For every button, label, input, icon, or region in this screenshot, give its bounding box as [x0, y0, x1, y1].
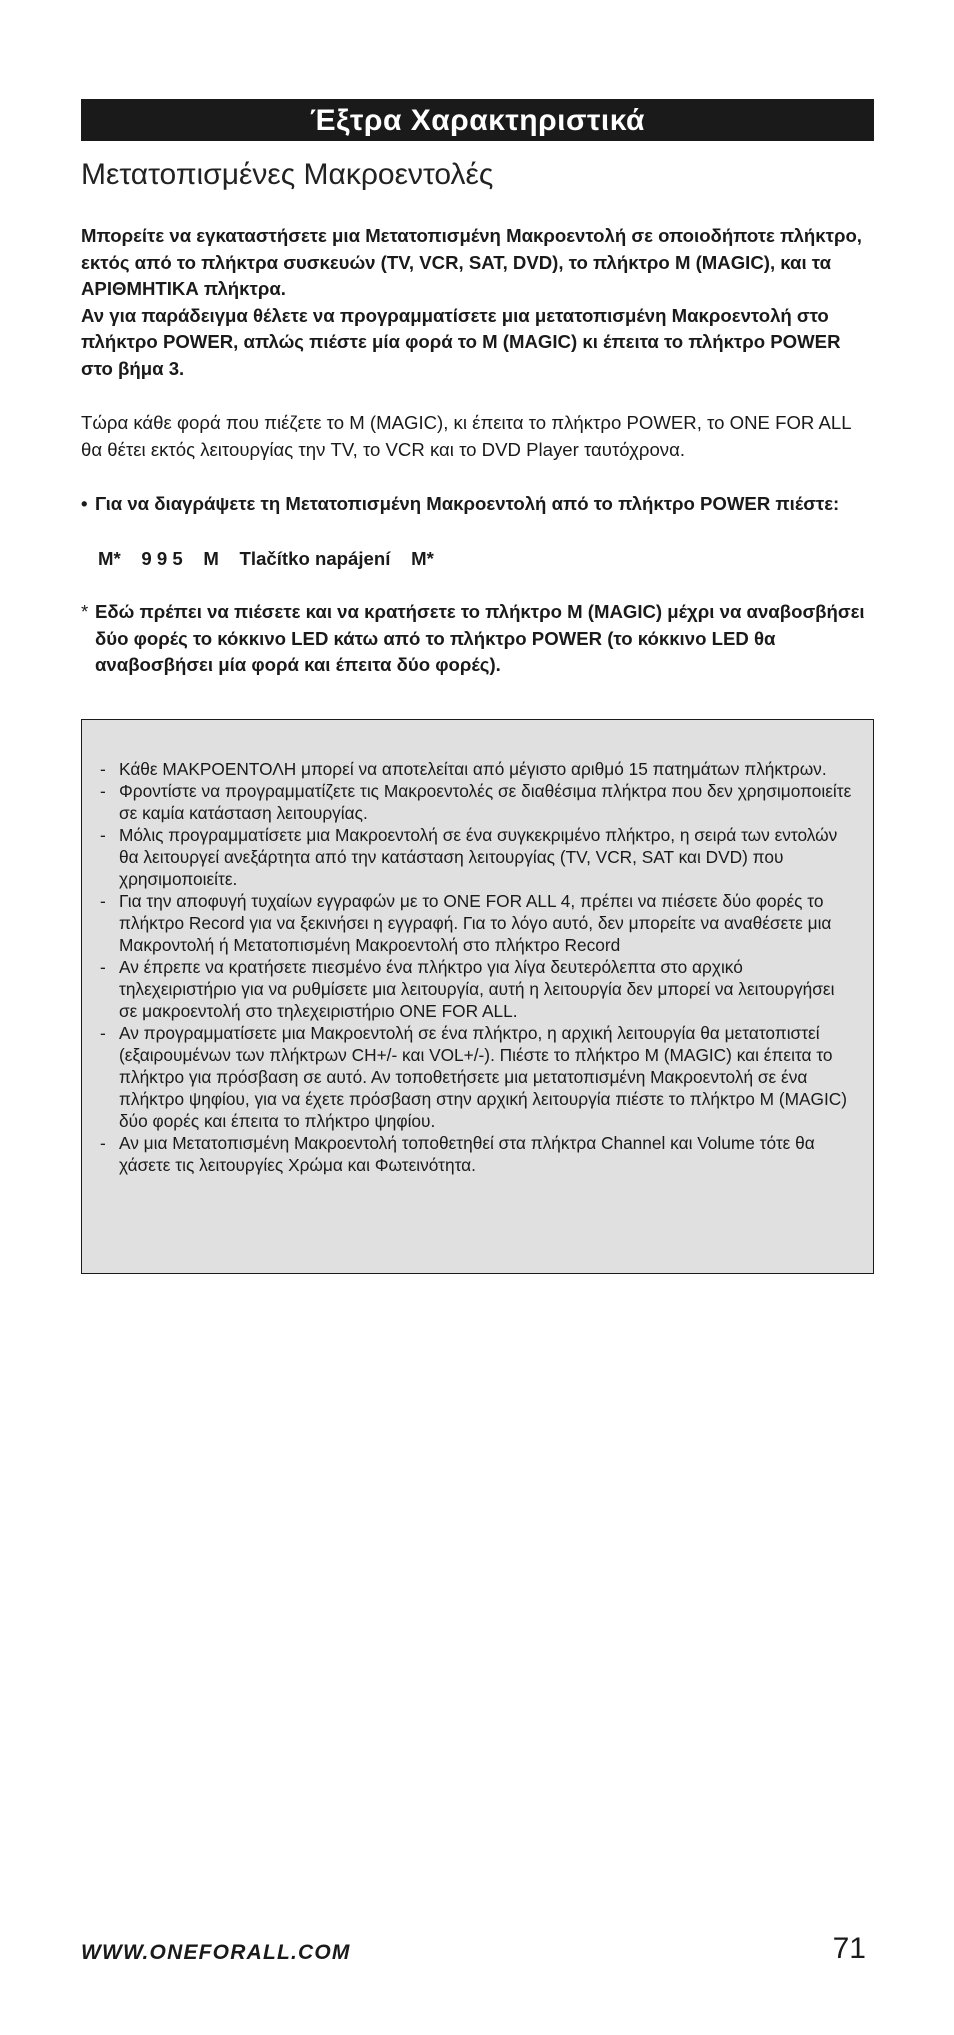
chapter-title: Έξτρα Χαρακτηριστικά [310, 104, 645, 137]
delete-instruction-text: Για να διαγράψετε τη Μετατοπισμένη Μακροεντολή από το πλήκτρο POWER πιέστε: [95, 493, 840, 514]
intro-block [81, 223, 874, 382]
dash-mark: - [100, 758, 106, 779]
dash-mark: - [100, 1132, 106, 1153]
note-text: Για την αποφυγή τυχαίων εγγραφών με το ONE FOR ALL 4, πρέπει να πιέσετε δύο φορές το πλήκτρο Record για να ξεκινήσει η εγγραφή. Για το λόγο αυτό, δεν μπορείτε να αναθέσετε μια Μακροντολή ή Μετατοπισμένη Μακροεντολή στο πλήκτρο Record [119, 890, 832, 955]
footnote-text: Εδώ πρέπει να πιέσετε και να κρατήσετε το πλήκτρο M (MAGIC) μέχρι να αναβοσβήσει δύο φορές το κόκκινο LED κάτω από το πλήκτρο POWER (το κόκκινο LED θα αναβοσβήσει μία φορά και έπειτα δύο φορές). [95, 601, 865, 675]
note-item [100, 1132, 855, 1176]
description-paragraph: Τώρα κάθε φορά που πιέζετε το M (MAGIC), κι έπειτα το πλήκτρο POWER, το ONE FOR ALL θα θέτει εκτός λειτουργίας την TV, το VCR και το DVD Player ταυτόχρονα. [81, 412, 851, 460]
chapter-header [81, 99, 874, 141]
dash-mark: - [100, 824, 106, 845]
notes-box [81, 719, 874, 1274]
key-sequence: M* 9 9 5 M Tlačítko napájení M* [98, 547, 434, 569]
bullet-mark: • [81, 493, 88, 514]
delete-instruction [81, 491, 874, 518]
note-text: Κάθε ΜΑΚΡΟΕΝΤΟΛΗ μπορεί να αποτελείται από μέγιστο αριθμό 15 πατημάτων πλήκτρων. [119, 758, 827, 779]
note-text: Φροντίστε να προγραμματίζετε τις Μακροεντολές σε διαθέσιμα πλήκτρα που δεν χρησιμοποιείτε σε καμία κατάσταση λειτουργίας. [119, 780, 852, 823]
note-item [100, 956, 855, 1022]
dash-mark: - [100, 780, 106, 801]
footnote [81, 599, 874, 679]
note-item [100, 780, 855, 824]
note-item [100, 758, 855, 780]
note-item [100, 824, 855, 890]
footnote-star: * [81, 601, 89, 622]
dash-mark: - [100, 956, 106, 977]
footer-url: WWW.ONEFORALL.COM [81, 1941, 351, 1964]
note-item [100, 890, 855, 956]
intro-paragraph-1: Μπορείτε να εγκαταστήσετε μια Μετατοπισμένη Μακροεντολή σε οποιοδήποτε πλήκτρο, εκτός από το πλήκτρα συσκευών (TV, VCR, SAT, DVD), το πλήκτρο M (MAGIC), και τα ΑΡΙΘΜΗΤΙΚΑ πλήκτρα. [81, 225, 862, 299]
section-title: Μετατοπισμένες Μακροεντολές [81, 158, 494, 191]
intro-paragraph-2: Αν για παράδειγμα θέλετε να προγραμματίσετε μια μετατοπισμένη Μακροεντολή στο πλήκτρο POWER, απλώς πιέστε μία φορά το M (MAGIC) κι έπειτα το πλήκτρο POWER στο βήμα 3. [81, 304, 841, 379]
page-number: 71 [832, 1932, 866, 1965]
note-text: Αν έπρεπε να κρατήσετε πιεσμένο ένα πλήκτρο για λίγα δευτερόλεπτα στο αρχικό τηλεχειριστήριο για να ρυθμίσετε μια λειτουργία, αυτή η λειτουργία δεν μπορεί να λειτουργήσει σε μακροεντολή στο τηλεχειριστήριο ONE FOR ALL. [119, 956, 835, 1021]
page-content [81, 99, 874, 1274]
note-item [100, 1022, 855, 1132]
note-text: Μόλις προγραμματίσετε μια Μακροεντολή σε ένα συγκεκριμένο πλήκτρο, η σειρά των εντολών θα λειτουργεί ανεξάρτητα από την κατάσταση λειτουργίας (TV, VCR, SAT και DVD) που χρησιμοποιείτε. [119, 824, 838, 889]
note-text: Αν μια Μετατοπισμένη Μακροεντολή τοποθετηθεί στα πλήκτρα Channel και Volume τότε θα χάσετε τις λειτουργίες Χρώμα και Φωτεινότητα. [119, 1132, 815, 1175]
note-text: Αν προγραμματίσετε μια Μακροεντολή σε ένα πλήκτρο, η αρχική λειτουργία θα μετατοπιστεί (εξαιρουμένων των πλήκτρων CH+/- και VOL+/-). Πιέστε το πλήκτρο M (MAGIC) και έπειτα το πλήκτρο για πρόσβαση σε αυτό. Αν τοποθετήσετε μια μετατοπισμένη Μακροεντολή σε ένα πλήκτρο ψηφίου, για να έχετε πρόσβαση στην αρχική λειτουργία πιέστε το πλήκτρο M (MAGIC) δύο φορές και έπειτα το πλήκτρο ψηφίου. [119, 1022, 848, 1131]
notes-list [100, 758, 855, 1176]
dash-mark: - [100, 890, 106, 911]
dash-mark: - [100, 1022, 106, 1043]
